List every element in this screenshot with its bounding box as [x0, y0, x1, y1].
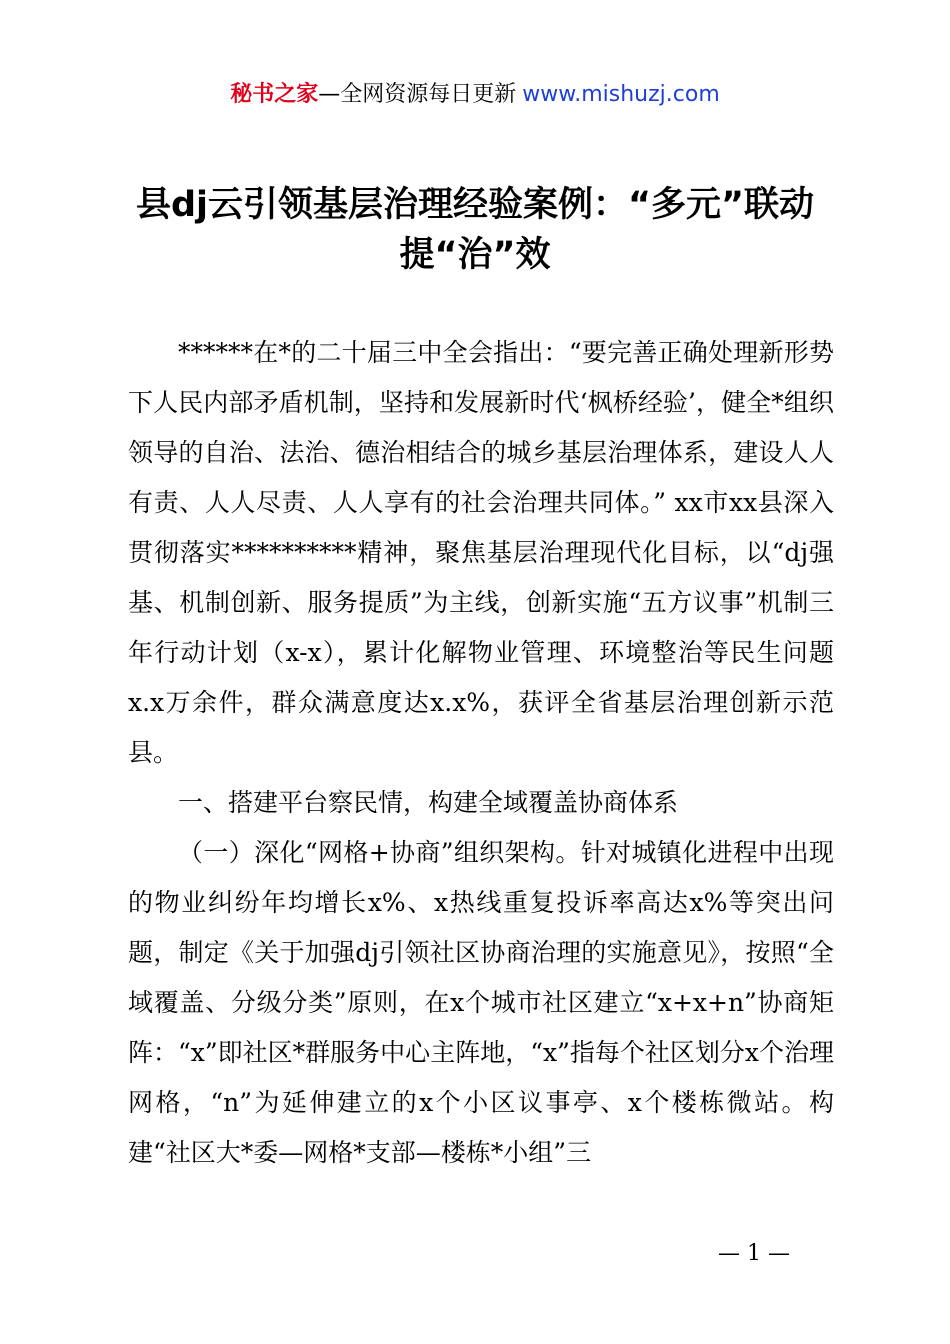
page-number: — 1 —	[718, 1241, 790, 1266]
document-body	[128, 328, 834, 1178]
site-name: 秘书之家	[230, 82, 319, 107]
subsection-paragraph: （一）深化“网格+协商”组织架构。针对城镇化进程中出现的物业纠纷年均增长x%、x热线重复投诉率高达x%等突出问题，制定《关于加强dj引领社区协商治理的实施意见》，按照“全域覆盖、分级分类”原则，在x个城市社区建立“x+x+n”协商矩阵：“x”即社区*群服务中心主阵地，“x”指每个社区划分x个治理网格，“n”为延伸建立的x个小区议事亭、x个楼栋微站。构建“社区大*委—网格*支部—楼栋*小组”三	[128, 838, 834, 1167]
site-slogan: —全网资源每日更新	[318, 82, 517, 107]
section-heading: 一、搭建平台察民情，构建全域覆盖协商体系	[178, 788, 679, 817]
document-title: 县dj云引领基层治理经验案例：“多元”联动提“治”效	[135, 185, 815, 275]
site-header	[0, 78, 950, 112]
site-url-link[interactable]: www.mishuzj.com	[522, 82, 720, 107]
intro-paragraph: ******在*的二十届三中全会指出：“要完善正确处理新形势下人民内部矛盾机制，坚持和发展新时代‘枫桥经验’，健全*组织领导的自治、法治、德治相结合的城乡基层治理体系，建设人人有责、人人尽责、人人享有的社会治理共同体。” xx市xx县深入贯彻落实**********精神，聚焦基层治理现代化目标，以“dj强基、机制创新、服务提质”为主线，创新实施“五方议事”机制三年行动计划（x-x），累计化解物业管理、环境整治等民生问题x.x万余件，群众满意度达x.x%，获评全省基层治理创新示范县。	[128, 338, 834, 767]
